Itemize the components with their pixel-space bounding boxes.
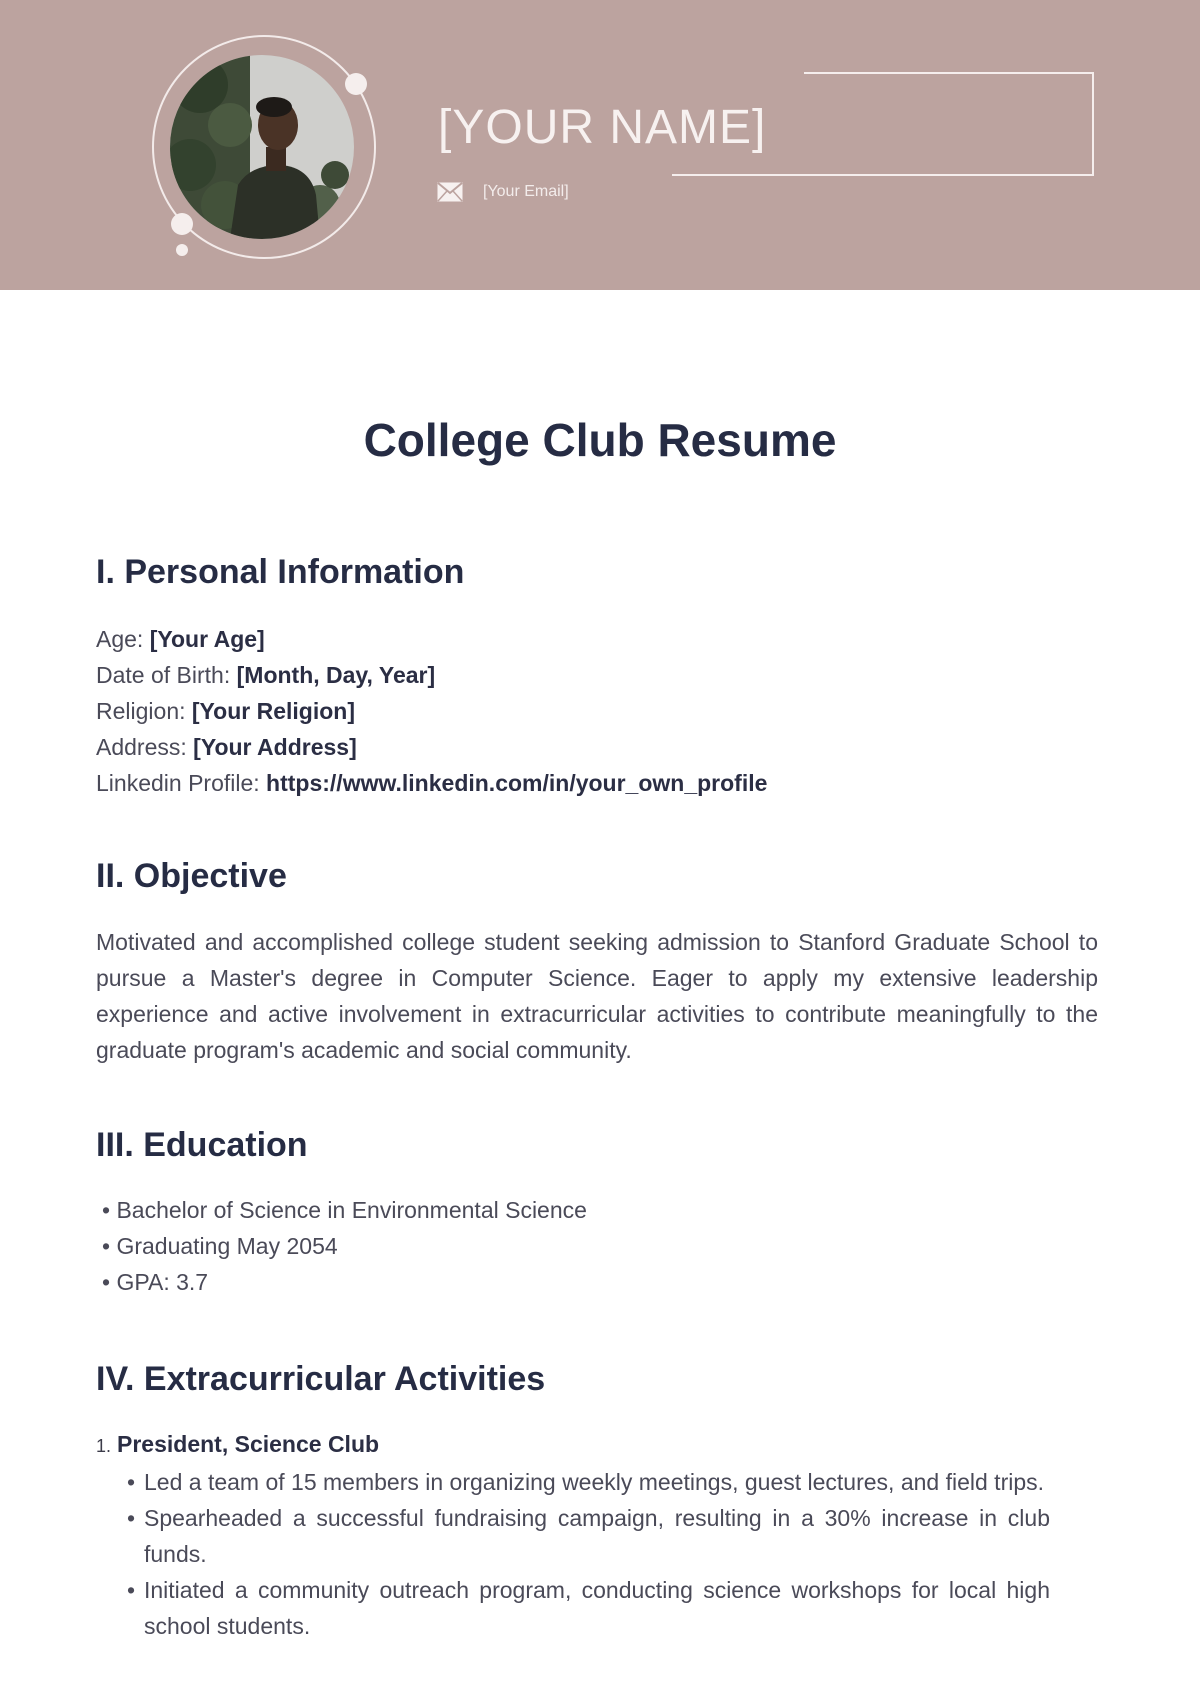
- info-label: Date of Birth:: [96, 662, 237, 688]
- objective-text: Motivated and accomplished college student seeking admission to Stanford Graduate School to pursue a Master's degree in Computer Science. Eager to apply my extensive leadership experience and active involvement in extracurricular activities to contribute meaningfully to the graduate program's academic and social community.: [96, 929, 1098, 1063]
- linkedin-url: https://www.linkedin.com/in/your_own_profile: [266, 770, 768, 796]
- activity-bullets: [96, 1464, 1050, 1644]
- decor-dot: [345, 73, 367, 95]
- list-item: • GPA: 3.7: [96, 1264, 587, 1300]
- decor-frame-line: [672, 174, 806, 176]
- activity-title: President, Science Club: [117, 1431, 380, 1457]
- personal-info: [96, 621, 767, 801]
- page-title: College Club Resume: [363, 414, 837, 466]
- header-banner: [0, 0, 1200, 290]
- info-row: [96, 765, 767, 801]
- education-list: [96, 1192, 587, 1300]
- decor-frame: [804, 72, 1094, 176]
- activity-entry: [96, 1426, 1050, 1644]
- list-item: • Bachelor of Science in Environmental Science: [96, 1192, 587, 1228]
- envelope-icon: [437, 182, 463, 202]
- resume-name: [YOUR NAME]: [438, 101, 767, 154]
- info-row: [96, 693, 767, 729]
- list-item: • Led a team of 15 members in organizing weekly meetings, guest lectures, and field trips.: [127, 1464, 1050, 1500]
- info-value: [Your Address]: [193, 734, 357, 760]
- decor-dot: [176, 244, 188, 256]
- info-label: Linkedin Profile:: [96, 770, 267, 796]
- activity-number: 1.: [96, 1436, 112, 1456]
- section-heading-education: III. Education: [96, 1126, 308, 1164]
- section-heading-activities: IV. Extracurricular Activities: [96, 1360, 546, 1398]
- info-value: [Month, Day, Year]: [236, 662, 436, 688]
- info-row: [96, 657, 767, 693]
- info-label: Age:: [96, 626, 150, 652]
- section-heading-objective: II. Objective: [96, 857, 287, 895]
- section-heading-personal: I. Personal Information: [96, 553, 465, 591]
- info-row: [96, 621, 767, 657]
- activities-list: [96, 1426, 1050, 1644]
- info-label: Address:: [96, 734, 194, 760]
- info-row: [96, 729, 767, 765]
- info-value: [Your Age]: [149, 626, 265, 652]
- profile-photo: [170, 55, 354, 239]
- email-text: [Your Email]: [483, 183, 569, 200]
- decor-dot: [171, 213, 193, 235]
- email-row: [437, 182, 569, 202]
- list-item: • Graduating May 2054: [96, 1228, 587, 1264]
- list-item: • Spearheaded a successful fundraising campaign, resulting in a 30% increase in club funds.: [127, 1500, 1050, 1572]
- info-value: [Your Religion]: [191, 698, 356, 724]
- info-label: Religion:: [96, 698, 192, 724]
- list-item: • Initiated a community outreach program, conducting science workshops for local high school students.: [127, 1572, 1050, 1644]
